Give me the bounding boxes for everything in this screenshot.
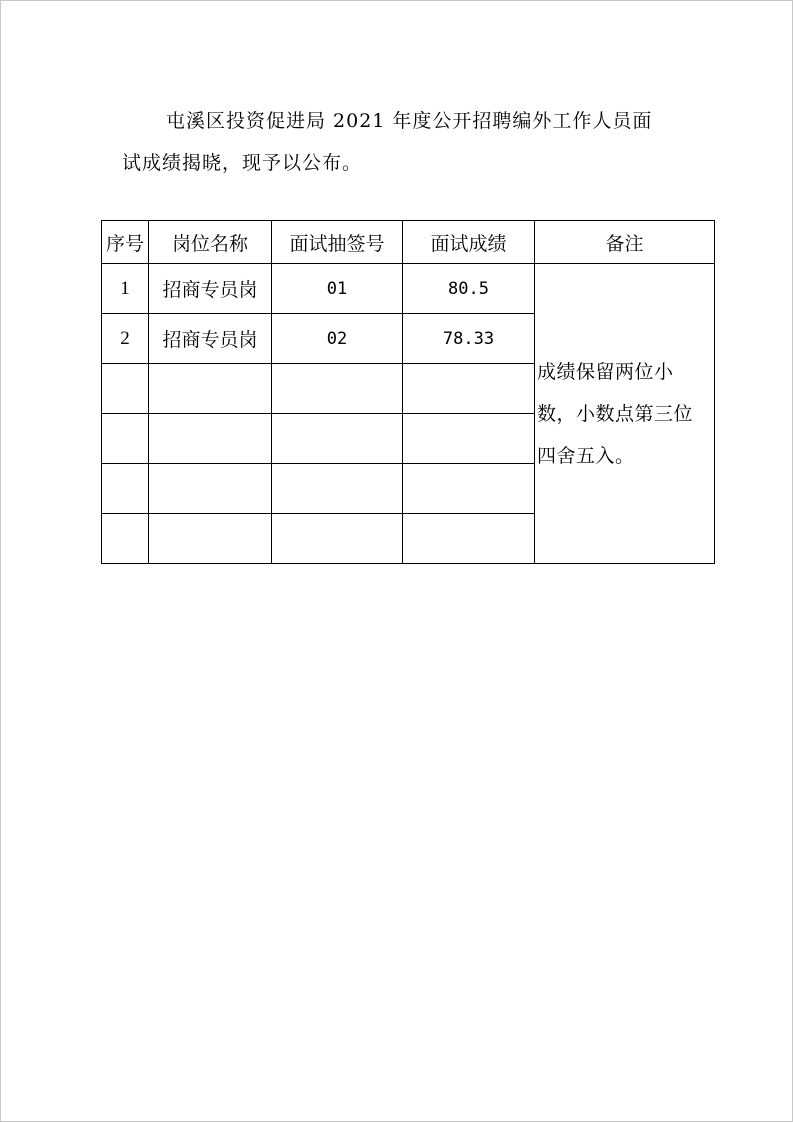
intro-line-2: 试成绩揭晓，现予以公布。 [122, 152, 363, 174]
intro-line-1: 屯溪区投资促进局 2021 年度公开招聘编外工作人员面 [166, 110, 653, 132]
cell-position [149, 464, 272, 514]
header-draw-no: 面试抽签号 [272, 221, 403, 264]
cell-position [149, 364, 272, 414]
header-seq: 序号 [102, 221, 149, 264]
cell-score: 78.33 [403, 314, 535, 364]
cell-draw-no [272, 464, 403, 514]
intro-paragraph [122, 100, 722, 184]
results-table [101, 220, 715, 564]
cell-remark: 成绩保留两位小数，小数点第三位四舍五入。 [535, 264, 715, 564]
table-row [102, 264, 715, 314]
cell-seq [102, 464, 149, 514]
cell-score [403, 414, 535, 464]
cell-draw-no [272, 414, 403, 464]
cell-score [403, 464, 535, 514]
cell-score [403, 514, 535, 564]
cell-position: 招商专员岗 [149, 314, 272, 364]
cell-seq: 2 [102, 314, 149, 364]
cell-draw-no [272, 514, 403, 564]
cell-draw-no [272, 364, 403, 414]
cell-draw-no: 02 [272, 314, 403, 364]
table-header-row [102, 221, 715, 264]
cell-seq [102, 364, 149, 414]
cell-seq: 1 [102, 264, 149, 314]
cell-position [149, 414, 272, 464]
header-score: 面试成绩 [403, 221, 535, 264]
cell-position [149, 514, 272, 564]
cell-seq [102, 514, 149, 564]
cell-score [403, 364, 535, 414]
header-remark: 备注 [535, 221, 715, 264]
header-position: 岗位名称 [149, 221, 272, 264]
cell-score: 80.5 [403, 264, 535, 314]
cell-position: 招商专员岗 [149, 264, 272, 314]
cell-seq [102, 414, 149, 464]
cell-draw-no: 01 [272, 264, 403, 314]
